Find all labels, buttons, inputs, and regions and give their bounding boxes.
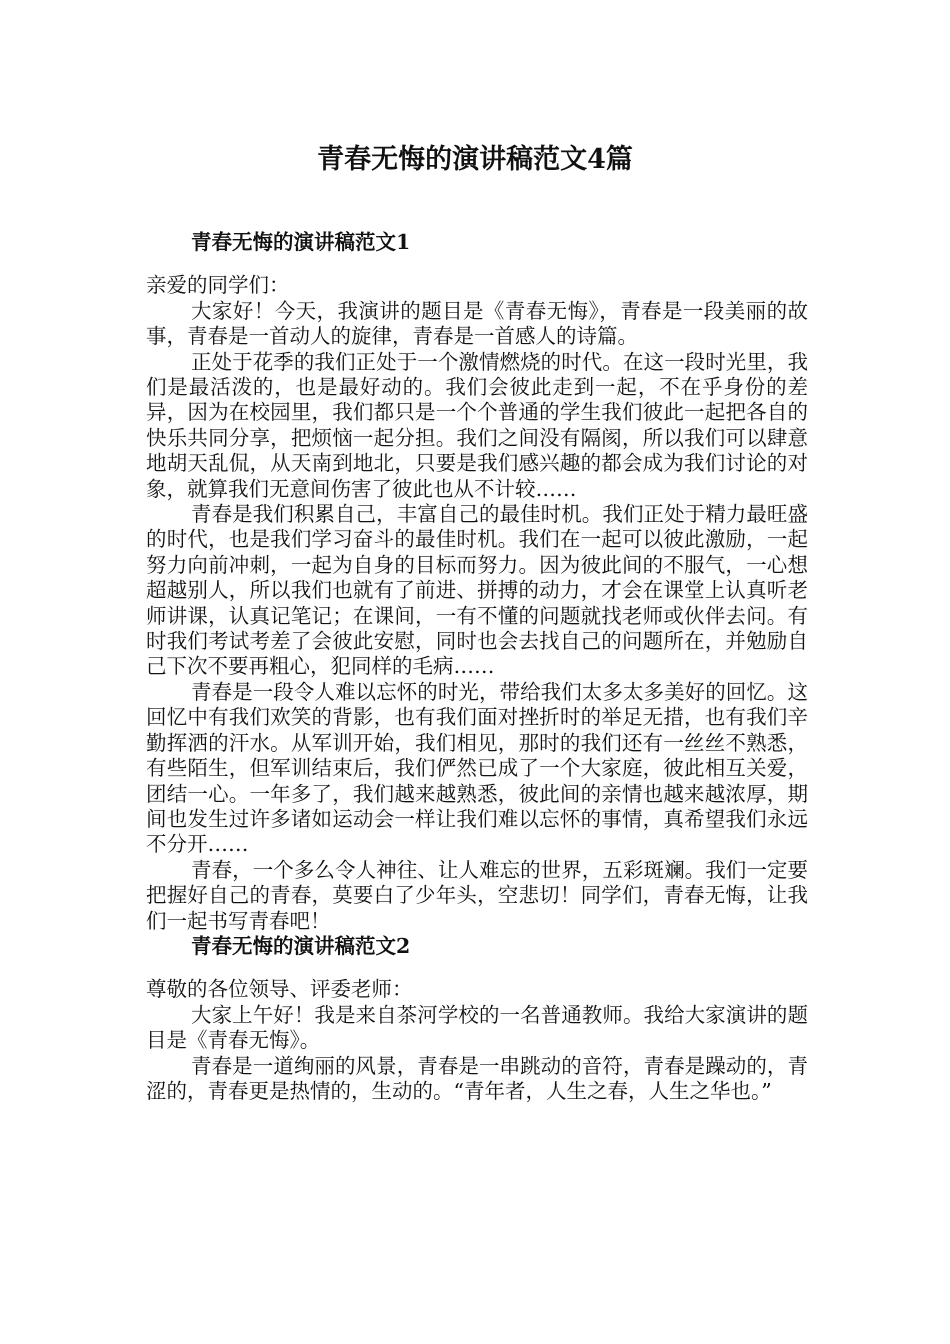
paragraph: 青春是我们积累自己，丰富自己的最佳时机。我们正处于精力最旺盛的时代，也是我们学习奋斗的最佳时机。我们在一起可以彼此激励，一起努力向前冲刺，一起为自身的目标而努力。因为彼此间的不服气，一心想超越别人，所以我们也就有了前进、拼搏的动力，才会在课堂上认真听老师讲课，认真记笔记；在课间，一有不懂的问题就找老师或伙伴去问。有时我们考试考差了会彼此安慰，同时也会去找自己的问题所在，并勉励自己下次不要再粗心，犯同样的毛病…… [146, 502, 808, 679]
section-heading: 青春无悔的演讲稿范文1 [191, 230, 411, 254]
document-body [146, 230, 808, 1104]
paragraph: 大家好！今天，我演讲的题目是《青春无悔》，青春是一段美丽的故事，青春是一首动人的旋律，青春是一首感人的诗篇。 [146, 298, 808, 349]
salutation: 尊敬的各位领导、评委老师： [146, 977, 413, 1002]
paragraph: 青春，一个多么令人神往、让人难忘的世界，五彩斑斓。我们一定要把握好自己的青春，莫要白了少年头，空悲切！同学们，青春无悔，让我们一起书写青春吧！ [146, 857, 808, 933]
document-title: 青春无悔的演讲稿范文4篇 [317, 144, 633, 175]
paragraph: 青春是一道绚丽的风景，青春是一串跳动的音符，青春是躁动的，青涩的，青春更是热情的，生动的。“青年者，人生之春，人生之华也。” [146, 1053, 808, 1103]
section-heading: 青春无悔的演讲稿范文2 [191, 933, 411, 958]
paragraph: 正处于花季的我们正处于一个激情燃烧的时代。在这一段时光里，我们是最活泼的，也是最好动的。我们会彼此走到一起，不在乎身份的差异，因为在校园里，我们都只是一个个普通的学生我们彼此一起把各自的快乐共同分享，把烦恼一起分担。我们之间没有隔阂，所以我们可以肆意地胡天乱侃，从天南到地北，只要是我们感兴趣的都会成为我们讨论的对象，就算我们无意间伤害了彼此也从不计较…… [146, 349, 808, 501]
paragraph: 青春是一段令人难以忘怀的时光，带给我们太多太多美好的回忆。这回忆中有我们欢笑的背影，也有我们面对挫折时的举足无措，也有我们辛勤挥洒的汗水。从军训开始，我们相见，那时的我们还有一丝丝不熟悉，有些陌生，但军训结束后，我们俨然已成了一个大家庭，彼此相互关爱，团结一心。一年多了，我们越来越熟悉，彼此间的亲情也越来越浓厚，期间也发生过许多诸如运动会一样让我们难以忘怀的事情，真希望我们永远不分开…… [146, 679, 808, 857]
paragraph: 大家上午好！我是来自茶河学校的一名普通教师。我给大家演讲的题目是《青春无悔》。 [146, 1002, 808, 1053]
salutation: 亲爱的同学们： [146, 273, 290, 298]
section-2 [146, 934, 808, 1104]
section-1 [146, 230, 808, 934]
